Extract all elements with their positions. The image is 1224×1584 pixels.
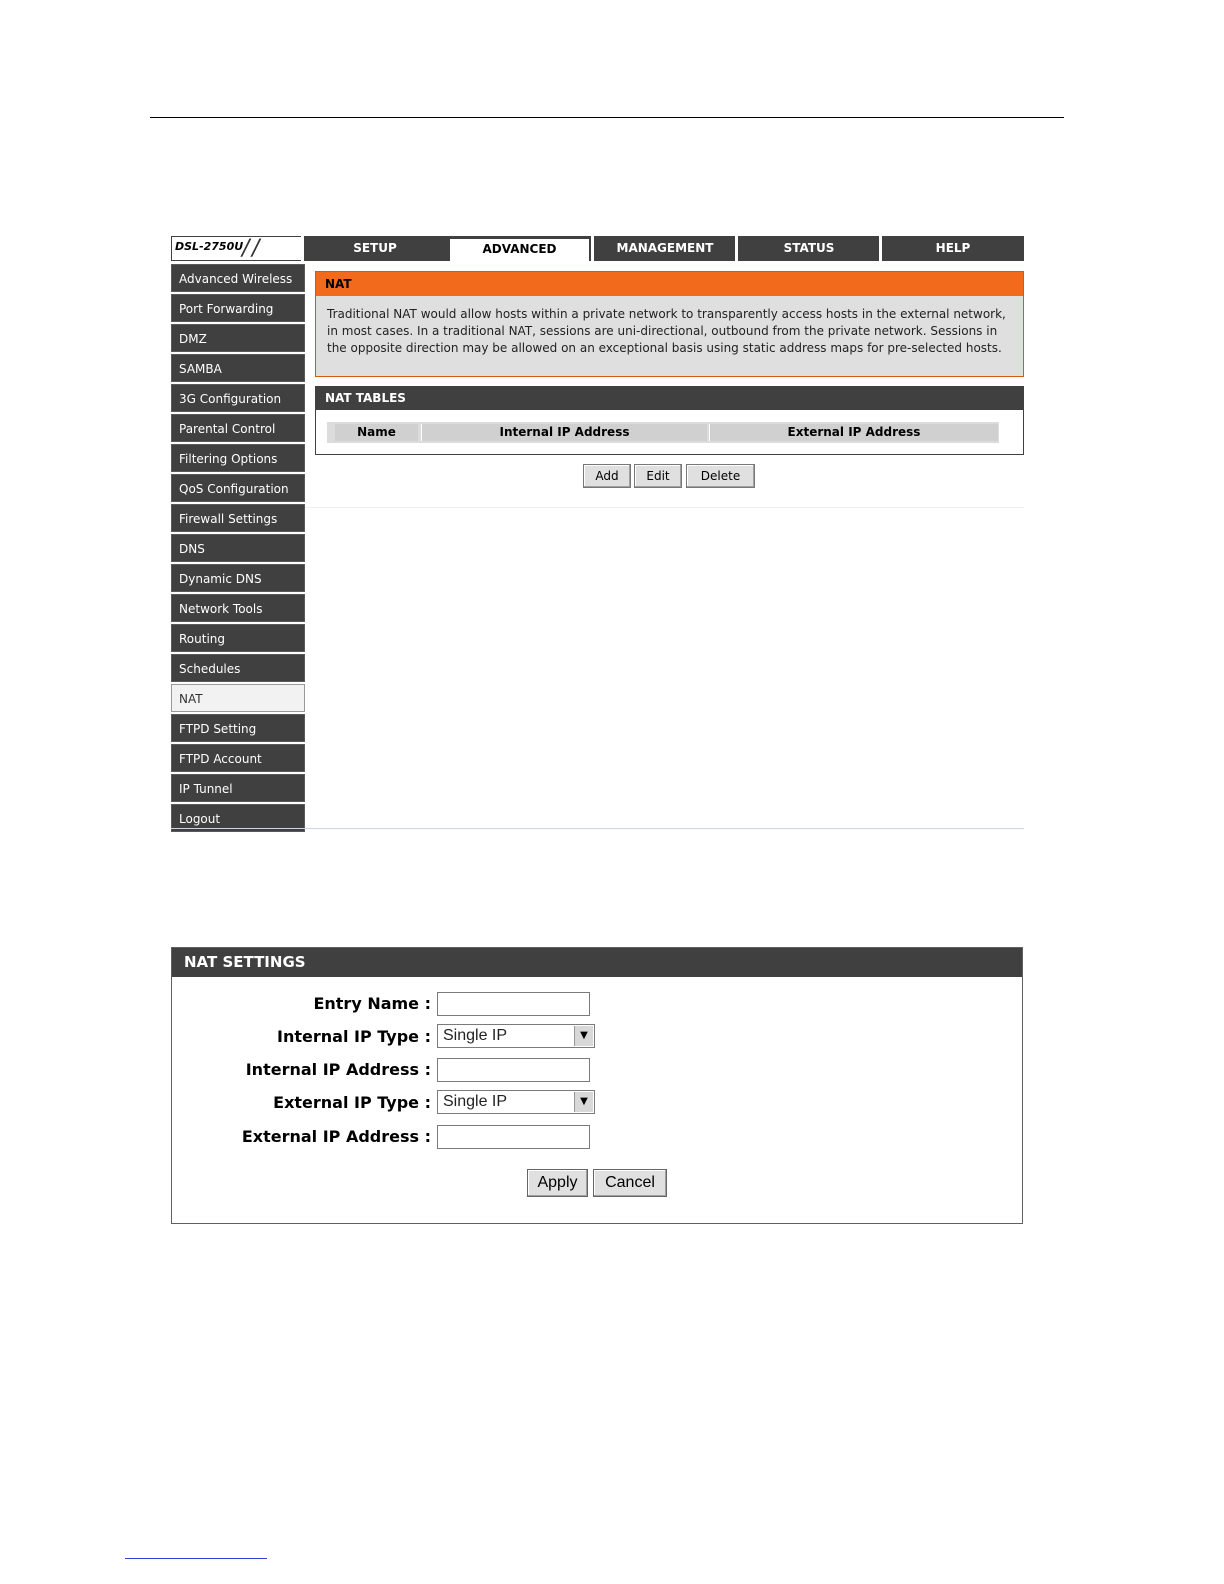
external-ip-address-label: External IP Address : (241, 1127, 431, 1146)
sidebar-item-nat[interactable]: NAT (171, 684, 305, 712)
cancel-button[interactable]: Cancel (593, 1169, 667, 1197)
column-header-name: Name (335, 424, 418, 441)
external-ip-type-label: External IP Type : (273, 1093, 431, 1112)
tab-advanced[interactable]: ADVANCED (447, 236, 592, 261)
tab-setup[interactable]: SETUP (301, 236, 446, 261)
internal-ip-address-label: Internal IP Address : (245, 1060, 431, 1079)
logo-slash-icon: / (242, 236, 250, 261)
document-header-rule (150, 117, 1064, 118)
nat-tables-panel (315, 386, 1024, 455)
internal-ip-type-value: Single IP (443, 1027, 508, 1044)
page-bottom-divider (171, 828, 1024, 829)
nat-table-header (327, 422, 999, 443)
sidebar-item-parental-control[interactable]: Parental Control (171, 414, 305, 442)
entry-name-label: Entry Name : (313, 994, 431, 1013)
column-header-external-ip: External IP Address (709, 424, 998, 441)
sidebar-item-routing[interactable]: Routing (171, 624, 305, 652)
product-logo (171, 236, 303, 261)
sidebar-item-port-forwarding[interactable]: Port Forwarding (171, 294, 305, 322)
sidebar-item-dynamic-dns[interactable]: Dynamic DNS (171, 564, 305, 592)
sidebar-item-filtering-options[interactable]: Filtering Options (171, 444, 305, 472)
top-navigation-bar (171, 236, 1024, 261)
sidebar-item-firewall-settings[interactable]: Firewall Settings (171, 504, 305, 532)
tab-status[interactable]: STATUS (735, 236, 880, 261)
sidebar-menu (171, 264, 305, 834)
sidebar-item-ip-tunnel[interactable]: IP Tunnel (171, 774, 305, 802)
internal-ip-type-label: Internal IP Type : (277, 1027, 431, 1046)
sidebar-item-ftpd-account[interactable]: FTPD Account (171, 744, 305, 772)
edit-button[interactable]: Edit (634, 464, 682, 488)
nat-panel-title: NAT (316, 272, 1023, 296)
logo-slash-icon: / (252, 236, 260, 261)
internal-ip-address-input[interactable] (437, 1058, 590, 1082)
column-header-internal-ip: Internal IP Address (421, 424, 707, 441)
dropdown-arrow-icon[interactable]: ▼ (574, 1026, 593, 1046)
model-name: DSL-2750U (175, 240, 244, 253)
tab-help[interactable]: HELP (879, 236, 1024, 261)
external-ip-type-select[interactable] (437, 1090, 595, 1114)
sidebar-item-qos-configuration[interactable]: QoS Configuration (171, 474, 305, 502)
add-button[interactable]: Add (583, 464, 631, 488)
nat-description: Traditional NAT would allow hosts within a private network to transparently access hosts in the external network, in most cases. In a traditional NAT, sessions are uni-directional, outbound from the private network. Sessions in the opposite direction may be allowed on an exceptional basis using static address maps for pre-selected hosts. (327, 307, 1006, 355)
internal-ip-type-select[interactable] (437, 1024, 595, 1048)
sidebar-item-schedules[interactable]: Schedules (171, 654, 305, 682)
sidebar-item-ftpd-setting[interactable]: FTPD Setting (171, 714, 305, 742)
sidebar-item-dns[interactable]: DNS (171, 534, 305, 562)
router-admin-screenshot (171, 236, 1024, 830)
entry-name-input[interactable] (437, 992, 590, 1016)
tab-management[interactable]: MANAGEMENT (591, 236, 736, 261)
nat-tables-title: NAT TABLES (316, 387, 1023, 410)
dropdown-arrow-icon[interactable]: ▼ (574, 1092, 593, 1112)
sidebar-item-samba[interactable]: SAMBA (171, 354, 305, 382)
apply-button[interactable]: Apply (527, 1169, 588, 1197)
external-ip-address-input[interactable] (437, 1125, 590, 1149)
footnote-rule (125, 1558, 267, 1559)
sidebar-item-advanced-wireless[interactable]: Advanced Wireless (171, 264, 305, 292)
sidebar-item-dmz[interactable]: DMZ (171, 324, 305, 352)
nat-info-panel (315, 271, 1024, 377)
external-ip-type-value: Single IP (443, 1093, 508, 1110)
sidebar-item-network-tools[interactable]: Network Tools (171, 594, 305, 622)
sidebar-item-logout[interactable]: Logout (171, 804, 305, 832)
sidebar-item-3g-configuration[interactable]: 3G Configuration (171, 384, 305, 412)
content-divider (305, 507, 1024, 508)
delete-button[interactable]: Delete (686, 464, 755, 488)
nat-settings-panel (171, 947, 1023, 1224)
nat-settings-title: NAT SETTINGS (172, 948, 1022, 977)
